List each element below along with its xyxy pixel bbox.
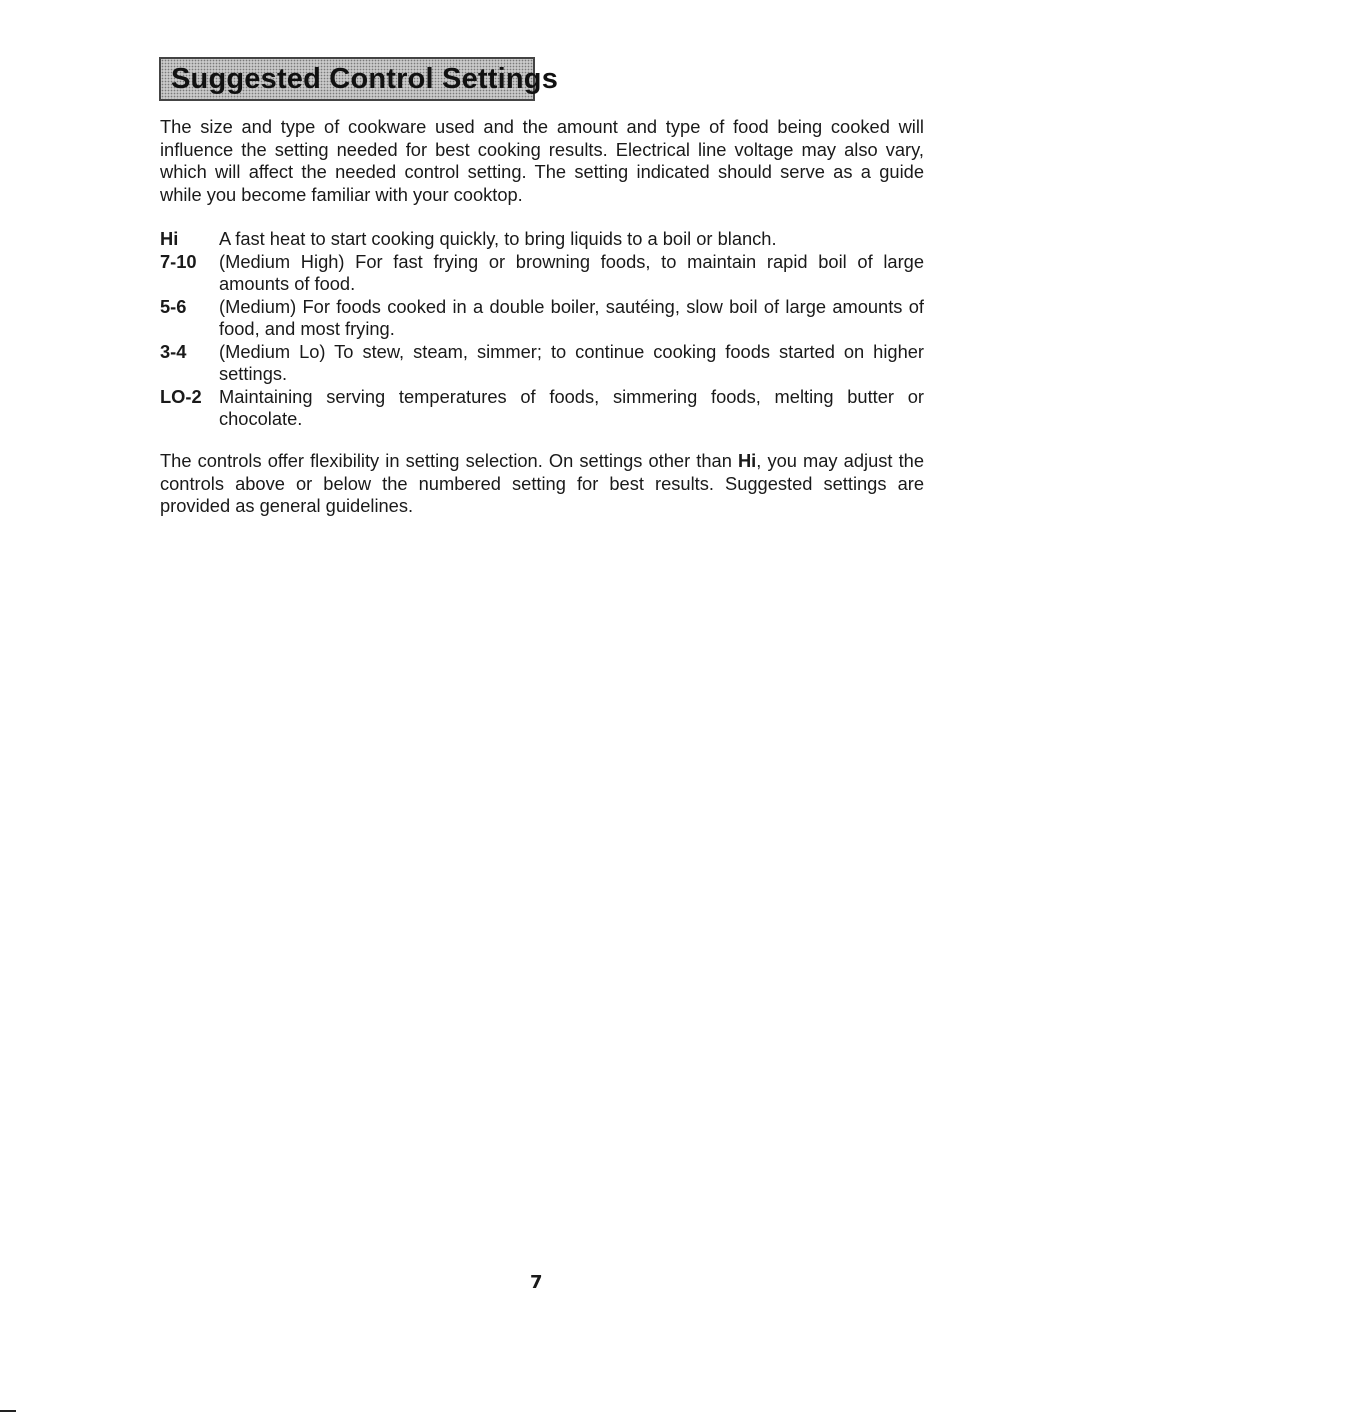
setting-description: A fast heat to start cooking quickly, to bring liquids to a boil or blanch. [219, 228, 777, 249]
section-heading-box [159, 57, 559, 101]
outro-text-after: , you may adjust the controls above or below the numbered setting for best results. Suggested settings are provided as general guidelines. [160, 450, 924, 516]
setting-key: LO-2 [160, 385, 202, 407]
setting-item-lo-2 [160, 386, 924, 431]
outro-text-before: The controls offer flexibility in setting selection. On settings other than [160, 450, 738, 471]
page-number: 7 [530, 1272, 543, 1293]
scan-corner-mark [0, 1410, 16, 1412]
setting-description: (Medium High) For fast frying or browning foods, to maintain rapid boil of large amounts of food. [219, 250, 924, 294]
section-heading: Suggested Control Settings [171, 63, 559, 95]
setting-key: 5-6 [160, 295, 187, 317]
setting-description: (Medium) For foods cooked in a double boiler, sautéing, slow boil of large amounts of food, and most frying. [219, 295, 924, 339]
setting-item-3-4 [160, 341, 924, 386]
setting-description: Maintaining serving temperatures of foods, simmering foods, melting butter or chocolate. [219, 385, 924, 429]
settings-list [160, 228, 924, 431]
setting-item-7-10 [160, 251, 924, 296]
outro-bold-setting: Hi [737, 450, 757, 471]
outro-paragraph [160, 450, 924, 518]
setting-description: (Medium Lo) To stew, steam, simmer; to continue cooking foods started on higher settings. [219, 340, 924, 384]
setting-key: 7-10 [160, 250, 197, 272]
setting-key: Hi [160, 228, 179, 249]
setting-item-5-6 [160, 296, 924, 341]
intro-paragraph: The size and type of cookware used and the amount and type of food being cooked will influence the setting needed for best cooking results. Electrical line voltage may also vary, which will affect the needed control setting. The setting indicated should serve as a guide while you become familiar with your cooktop. [160, 116, 924, 205]
setting-item-hi [160, 228, 924, 251]
setting-key: 3-4 [160, 340, 187, 362]
